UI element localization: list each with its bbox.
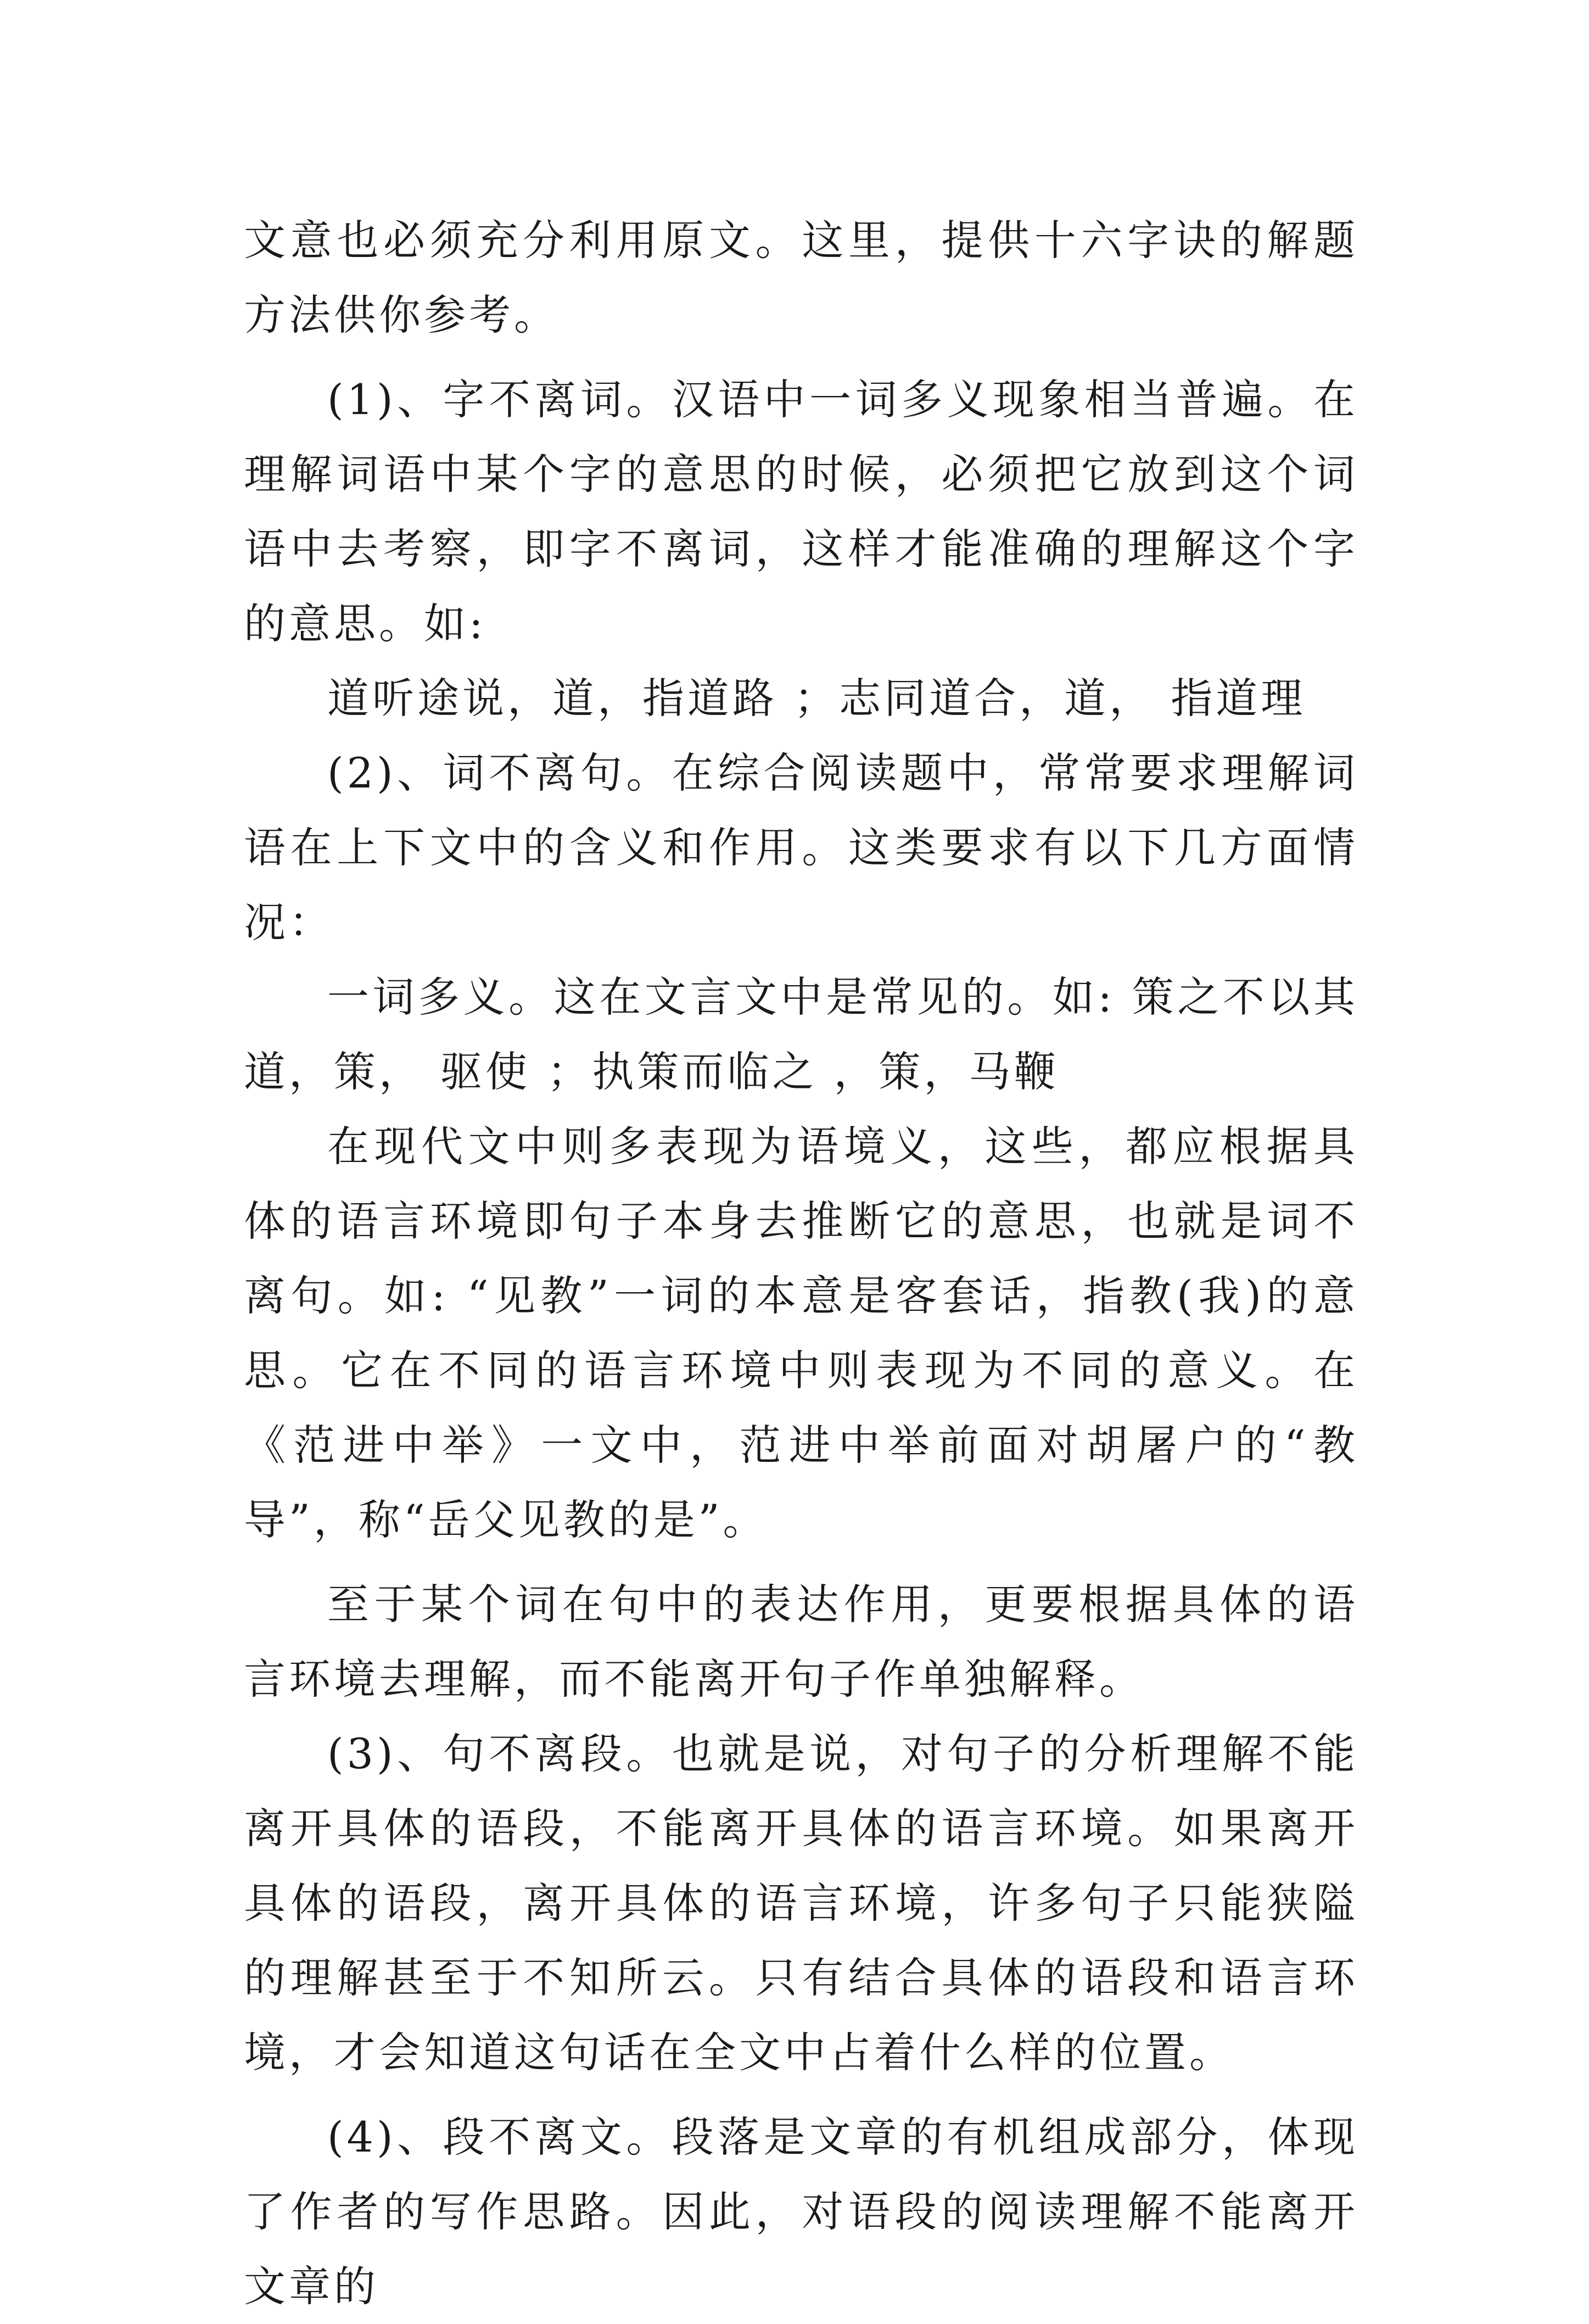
paragraph-phrase-in-sentence: (2)、词不离句。在综合阅读题中，常常要求理解词语在上下文中的含义和作用。这类要求有以下几方面情况： [244,748,1358,947]
paragraph-word-in-phrase: (1)、字不离词。汉语中一词多义现象相当普遍。在理解词语中某个字的意思的时候，必须把它放到这个词语中去考察，即字不离词，这样才能准确的理解这个字的意思。如: [244,375,1358,648]
paragraph-section-in-text: (4)、段不离文。段落是文章的有机组成部分，体现了作者的写作思路。因此，对语段的阅读理解不能离开文章的 [244,2113,1358,2311]
document-body [244,203,1358,2324]
paragraph-sentence-in-section: (3)、句不离段。也就是说，对句子的分析理解不能离开具体的语段，不能离开具体的语言环境。如果离开具体的语段，离开具体的语言环境，许多句子只能狭隘的理解甚至于不知所云。只有结合具体的语段和语言环境，才会知道这句话在全文中占着什么样的位置。 [244,1729,1358,2077]
example-dao: 道听途说，道，指道路 ；志同道合，道， 指道理 [327,674,1306,723]
paragraph-modern-context: 在现代文中则多表现为语境义，这些，都应根据具体的语言环境即句子本身去推断它的意思，也就是词不离句。如: “见教”一词的本意是客套话，指教(我)的意思。它在不同的语言环境中则表现为不同的意义。在《范进中举》一文中，范进中举前面对胡屠户的“教导”，称“岳父见教的是”。 [244,1122,1358,1544]
paragraph-polysemy-example: 一词多义。这在文言文中是常见的。如: 策之不以其道，策， 驱使 ；执策而临之 ，策，马鞭 [244,973,1358,1096]
paragraph-continuation: 文意也必须充分利用原文。这里，提供十六字诀的解题方法供你参考。 [244,216,1358,339]
paragraph-expressive-function: 至于某个词在句中的表达作用，更要根据具体的语言环境去理解，而不能离开句子作单独解释。 [244,1580,1358,1703]
